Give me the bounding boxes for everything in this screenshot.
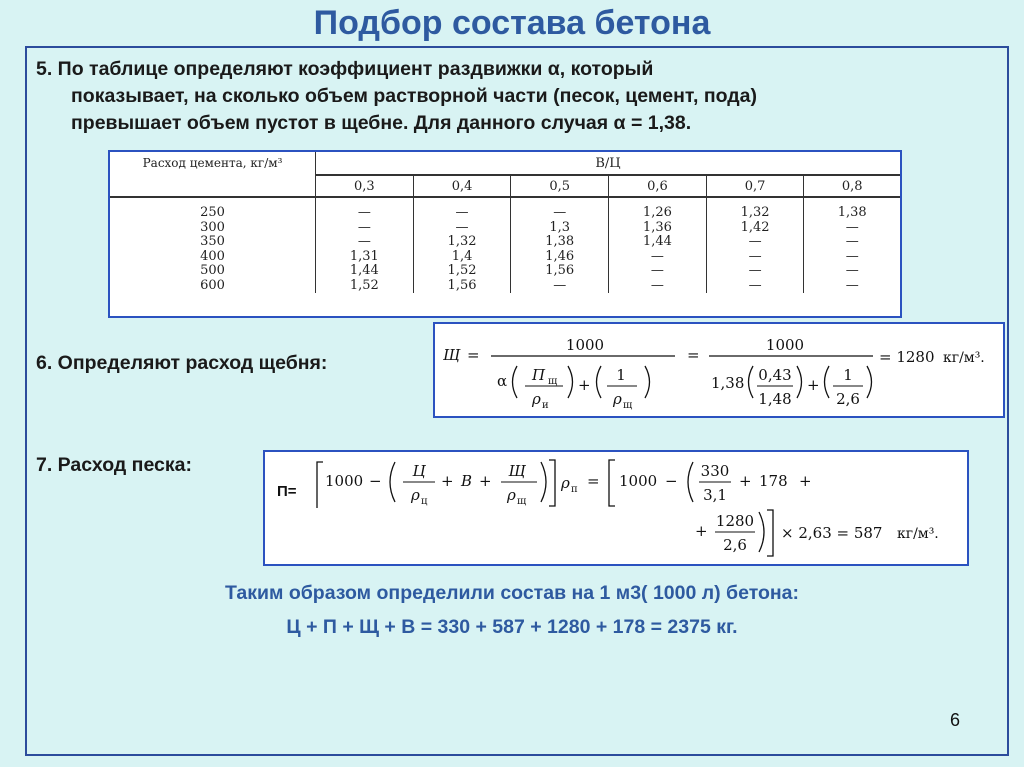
- alpha-table: [110, 152, 900, 293]
- step-5-line-2: показывает, на сколько объем растворной части (песок, цемент, пода): [71, 85, 757, 107]
- sand-unit: кг/м³.: [897, 526, 939, 542]
- sand-formula: [263, 450, 969, 566]
- sand-3-1: 3,1: [703, 486, 727, 504]
- svg-text:+: +: [739, 472, 752, 490]
- table-cell-cement: 350: [110, 235, 316, 250]
- step-5-line-1: 5. По таблице определяют коэффициент раздвижки α, который: [36, 58, 654, 80]
- page-title: Подбор состава бетона: [313, 4, 711, 42]
- svg-text:=: =: [467, 346, 480, 364]
- formula-one: 1: [616, 366, 626, 384]
- table-col-header: 0,4: [413, 175, 511, 197]
- table-cell: 1,36: [609, 221, 707, 236]
- sand-1000: 1000: [325, 472, 364, 490]
- step-6-label: 6. Определяют расход щебня:: [36, 352, 328, 374]
- svg-text:+: +: [441, 472, 454, 490]
- table-cell-cement: 500: [110, 264, 316, 279]
- table-cell: —: [511, 279, 609, 294]
- table-cell: 1,52: [316, 279, 414, 294]
- table-cell: 1,52: [413, 264, 511, 279]
- formula-rho-i: ρ: [532, 390, 541, 408]
- sand-1280: 1280: [715, 512, 755, 530]
- svg-text:+: +: [799, 472, 812, 490]
- sand-sub-sch: щ: [517, 496, 527, 507]
- svg-text:+: +: [479, 472, 492, 490]
- svg-text:=: =: [587, 472, 600, 490]
- sand-2-6: 2,6: [723, 536, 747, 554]
- svg-text:+: +: [695, 522, 708, 540]
- table-cell: 1,26: [609, 197, 707, 221]
- table-cell: 1,46: [511, 250, 609, 265]
- table-cell: —: [845, 263, 859, 279]
- sand-1000-b: 1000: [619, 472, 658, 490]
- table-cell: 1,56: [511, 264, 609, 279]
- table-cell: 1,42: [706, 221, 804, 236]
- table-col-header: 0,5: [511, 175, 609, 197]
- table-cell: —: [413, 221, 511, 236]
- table-cell: —: [316, 235, 414, 250]
- sand-B: В: [461, 472, 473, 490]
- table-cell: 1,44: [609, 235, 707, 250]
- svg-text:=: =: [687, 346, 700, 364]
- table-cell-cement: 300: [110, 221, 316, 236]
- formula-lhs: Щ: [443, 346, 461, 364]
- sand-rho-p: ρ: [561, 474, 570, 492]
- formula-rho-sch: ρ: [613, 390, 622, 408]
- gravel-formula: [433, 322, 1005, 418]
- sand-178: 178: [759, 472, 788, 490]
- sand-330: 330: [700, 462, 730, 480]
- formula-frac-top: 0,43: [758, 366, 792, 384]
- table-row: [110, 264, 900, 279]
- table-cell: —: [511, 197, 609, 221]
- table-cell: —: [609, 250, 707, 265]
- table-cell: 1,56: [413, 279, 511, 294]
- table-cell: —: [413, 197, 511, 221]
- formula-one-2: 1: [843, 366, 853, 384]
- table-cell-cement: 600: [110, 279, 316, 294]
- svg-text:−: −: [665, 472, 678, 490]
- table-cell: —: [706, 279, 804, 294]
- table-cell-cement: 400: [110, 250, 316, 265]
- table-cell: 1,32: [706, 197, 804, 221]
- table-col-header: 0,3: [316, 175, 414, 197]
- table-row-header: Расход цемента, кг/м³: [110, 152, 316, 197]
- table-cell: —: [706, 235, 804, 250]
- formula-sub-sch-2: щ: [623, 400, 633, 411]
- sand-sub-p: п: [571, 484, 578, 495]
- table-cell: 1,31: [316, 250, 414, 265]
- formula-alpha: α: [497, 372, 508, 390]
- table-cell: —: [845, 234, 859, 250]
- step-5-line-3: превышает объем пустот в щебне. Для данного случая α = 1,38.: [71, 112, 692, 134]
- table-cell: 1,4: [413, 250, 511, 265]
- formula-unit: кг/м³.: [943, 350, 985, 366]
- formula-sub-i: и: [542, 400, 549, 411]
- table-cell: 1,3: [511, 221, 609, 236]
- table-cell: 1,44: [316, 264, 414, 279]
- table-row: [110, 235, 900, 250]
- table-cell: —: [706, 264, 804, 279]
- formula-alpha-val: 1,38: [711, 374, 745, 392]
- table-cell: —: [845, 219, 859, 235]
- table-cell-cement: 250: [110, 197, 316, 221]
- table-group-header: В/Ц: [595, 155, 621, 171]
- svg-text:+: +: [807, 376, 820, 394]
- table-cell: 1,38: [837, 205, 867, 221]
- sand-mult: × 2,63 = 587: [781, 524, 883, 542]
- table-cell: —: [845, 248, 859, 264]
- sand-C: Ц: [412, 462, 426, 480]
- svg-text:+: +: [578, 376, 591, 394]
- table-cell: —: [316, 197, 414, 221]
- formula-P: П: [532, 366, 546, 384]
- formula-sub-sch: щ: [548, 376, 558, 387]
- step-7-label: 7. Расход песка:: [36, 454, 192, 476]
- table-row: [110, 250, 900, 265]
- step-5-text: [36, 56, 996, 137]
- table-cell: —: [845, 277, 859, 293]
- svg-text:−: −: [369, 472, 382, 490]
- sand-formula-prefix: П=: [277, 483, 297, 500]
- page-number: 6: [950, 710, 961, 730]
- table-col-header: 0,8: [804, 175, 900, 197]
- table-col-header: 0,7: [706, 175, 804, 197]
- formula-rho-sch-val: 2,6: [836, 390, 860, 408]
- table-row: [110, 279, 900, 294]
- formula-num-1: 1000: [565, 336, 605, 354]
- formula-result: = 1280: [879, 348, 935, 366]
- sand-Sch: Щ: [508, 462, 526, 480]
- table-row: [110, 197, 900, 221]
- table-cell: —: [609, 264, 707, 279]
- sand-rho-c: ρ: [411, 486, 420, 504]
- formula-frac-bot: 1,48: [758, 390, 792, 408]
- table-cell: —: [609, 279, 707, 294]
- table-cell: 1,32: [413, 235, 511, 250]
- table-col-header: 0,6: [609, 175, 707, 197]
- formula-num-2: 1000: [765, 336, 805, 354]
- table-cell: 1,38: [511, 235, 609, 250]
- conclusion-line-2: Ц + П + Щ + В = 330 + 587 + 1280 + 178 = 2375 кг.: [286, 616, 738, 638]
- table-row: [110, 221, 900, 236]
- sand-sub-c: ц: [421, 496, 428, 507]
- sand-rho-sch: ρ: [507, 486, 516, 504]
- table-cell: —: [706, 250, 804, 265]
- table-cell: —: [316, 221, 414, 236]
- alpha-table-box: [108, 150, 902, 318]
- conclusion-line-1: Таким образом определили состав на 1 м3( 1000 л) бетона:: [224, 582, 800, 604]
